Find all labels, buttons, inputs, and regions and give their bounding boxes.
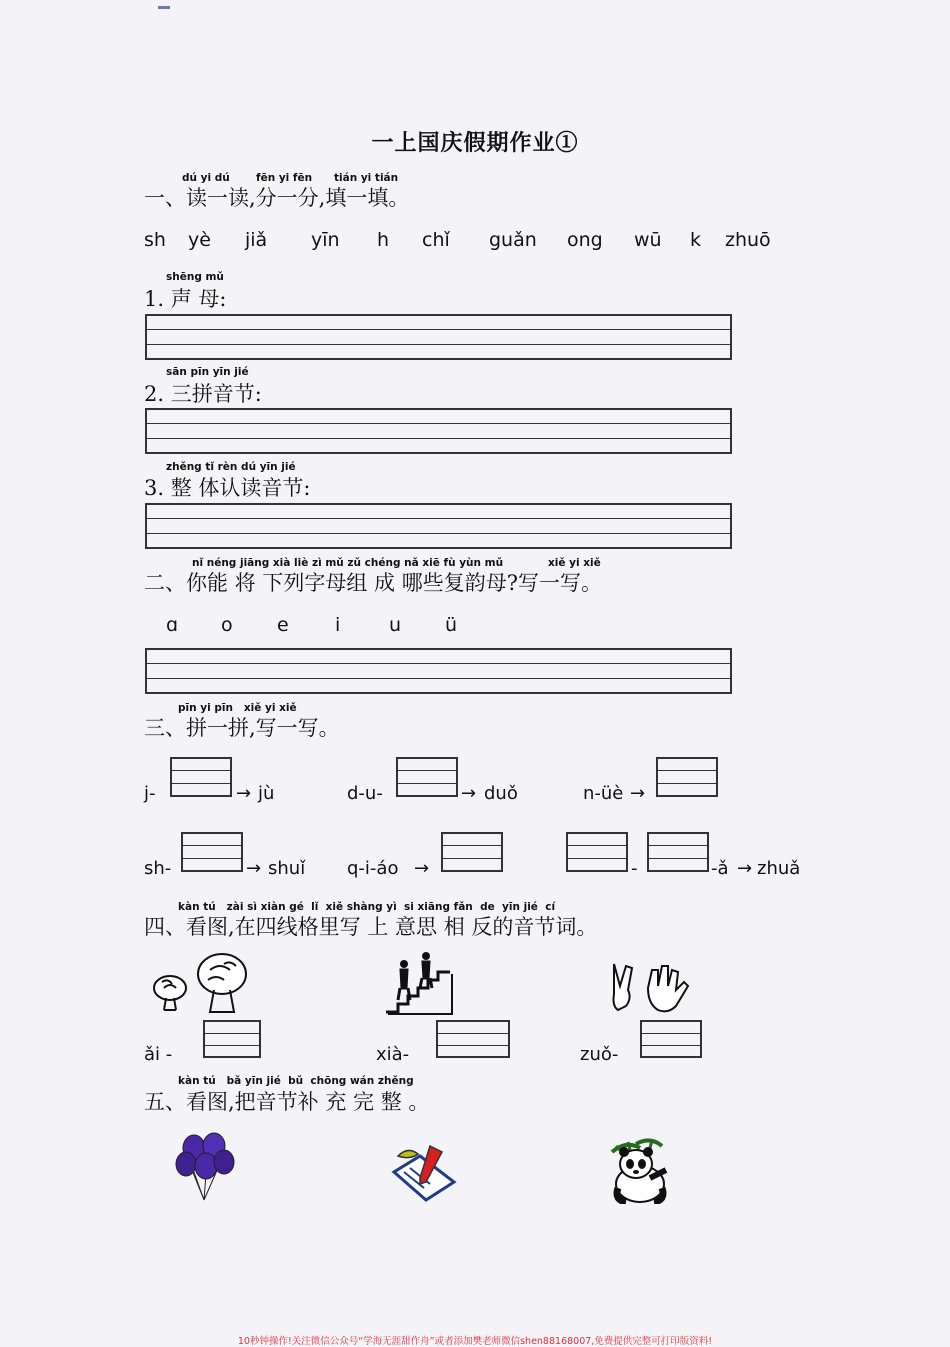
s3-pinyin: pīn yi pīn xiě yi xiě xyxy=(178,702,297,714)
arrow-icon: → xyxy=(737,858,753,879)
s4-pinyin: kàn tú zài sì xiàn gé lǐ xiě shàng yì si xiāng fǎn de yīn jié cí xyxy=(178,901,556,913)
ex6-result: zhuǎ xyxy=(757,858,801,879)
s1-pinyin-1: dú yi dú xyxy=(182,172,230,184)
panda-icon xyxy=(606,1138,674,1204)
writing-lines-3[interactable] xyxy=(145,503,732,549)
section-5-heading: 五、看图,把音节补 充 完 整 。 xyxy=(144,1090,430,1114)
sub2-pinyin: sān pīn yīn jié xyxy=(166,366,249,378)
answer-box[interactable] xyxy=(181,832,243,872)
writing-lines-2[interactable] xyxy=(145,408,732,454)
letter-item: o xyxy=(221,614,233,636)
writing-lines-4[interactable] xyxy=(145,648,732,694)
arrow-icon: → xyxy=(246,858,262,879)
word-item: jiǎ xyxy=(245,229,268,251)
word-item: guǎn xyxy=(489,229,537,251)
s4-word-1: ǎi - xyxy=(144,1044,173,1065)
s5-pinyin: kàn tú bǎ yīn jié bǔ chōng wán zhěng xyxy=(178,1075,414,1087)
arrow-icon: → xyxy=(414,858,430,879)
writing-lines-1[interactable] xyxy=(145,314,732,360)
sub3-pinyin: zhěng tǐ rèn dú yīn jié xyxy=(166,461,296,473)
word-item: k xyxy=(690,229,702,251)
s1-pinyin-3: tián yi tián xyxy=(334,172,399,184)
ex1-prefix: j- xyxy=(144,783,156,804)
answer-box[interactable] xyxy=(203,1020,261,1058)
s4-word-3: zuǒ- xyxy=(580,1044,619,1065)
ex6-suffix: -ǎ xyxy=(711,858,729,879)
writing-icon xyxy=(390,1142,458,1202)
arrow-icon: → xyxy=(630,783,646,804)
letter-item: e xyxy=(277,614,289,636)
word-item: zhuō xyxy=(725,229,771,251)
section-4-heading: 四、看图,在四线格里写 上 意思 相 反的音节词。 xyxy=(144,915,598,939)
sub1-label: 1. 声 母: xyxy=(144,287,227,311)
ex6-separator: - xyxy=(631,858,638,879)
answer-box[interactable] xyxy=(441,832,503,872)
sub2-label: 2. 三拼音节: xyxy=(144,382,262,406)
section-3-heading: 三、拼一拼,写一写。 xyxy=(144,716,340,740)
footer-note: 10秒钟操作!关注微信公众号“学海无涯甜作舟”或者添加樊老师微信shen88168007,免费提供完整可打印版资料! xyxy=(237,1336,713,1347)
word-item: sh xyxy=(144,229,166,251)
word-item: chǐ xyxy=(422,229,450,251)
stairs-icon xyxy=(384,950,456,1016)
s2-pinyin: nǐ néng jiāng xià liè zì mǔ zǔ chéng nǎ xiē fù yùn mǔ xyxy=(192,557,504,569)
s2-pinyin-2: xiě yi xiě xyxy=(548,557,601,569)
arrow-icon: → xyxy=(236,783,252,804)
page-title: 一上国庆假期作业① xyxy=(371,130,579,156)
ex2-prefix: d-u- xyxy=(347,783,383,804)
arrow-icon: → xyxy=(461,783,477,804)
answer-box[interactable] xyxy=(436,1020,510,1058)
sub1-pinyin: shēng mǔ xyxy=(166,271,224,283)
balloons-icon xyxy=(174,1132,236,1202)
letter-item: ɑ xyxy=(166,614,179,636)
s1-pinyin-2: fēn yi fēn xyxy=(256,172,313,184)
ex3-prefix: n-üè xyxy=(583,783,624,804)
scan-mark xyxy=(158,6,170,9)
ex4-result: shuǐ xyxy=(268,858,306,879)
answer-box[interactable] xyxy=(566,832,628,872)
ex5-prefix: q-i-áo xyxy=(347,858,399,879)
letter-item: ü xyxy=(445,614,458,636)
word-item: wū xyxy=(634,229,662,251)
word-item: yīn xyxy=(311,229,340,251)
word-item: h xyxy=(377,229,390,251)
letter-item: u xyxy=(389,614,402,636)
section-1-heading: 一、读一读,分一分,填一填。 xyxy=(144,186,410,210)
answer-box[interactable] xyxy=(640,1020,702,1058)
letter-item: i xyxy=(335,614,341,636)
trees-icon xyxy=(150,950,250,1014)
ex4-prefix: sh- xyxy=(144,858,172,879)
answer-box[interactable] xyxy=(647,832,709,872)
answer-box[interactable] xyxy=(656,757,718,797)
word-item: ong xyxy=(567,229,603,251)
section-2-heading: 二、你能 将 下列字母组 成 哪些复韵母?写一写。 xyxy=(144,571,602,595)
ex1-result: jù xyxy=(258,783,275,804)
answer-box[interactable] xyxy=(396,757,458,797)
sub3-label: 3. 整 体认读音节: xyxy=(144,476,311,500)
answer-box[interactable] xyxy=(170,757,232,797)
hands-icon xyxy=(608,962,724,1018)
word-item: yè xyxy=(188,229,211,251)
s4-word-2: xià- xyxy=(376,1044,410,1065)
ex2-result: duǒ xyxy=(484,783,518,804)
